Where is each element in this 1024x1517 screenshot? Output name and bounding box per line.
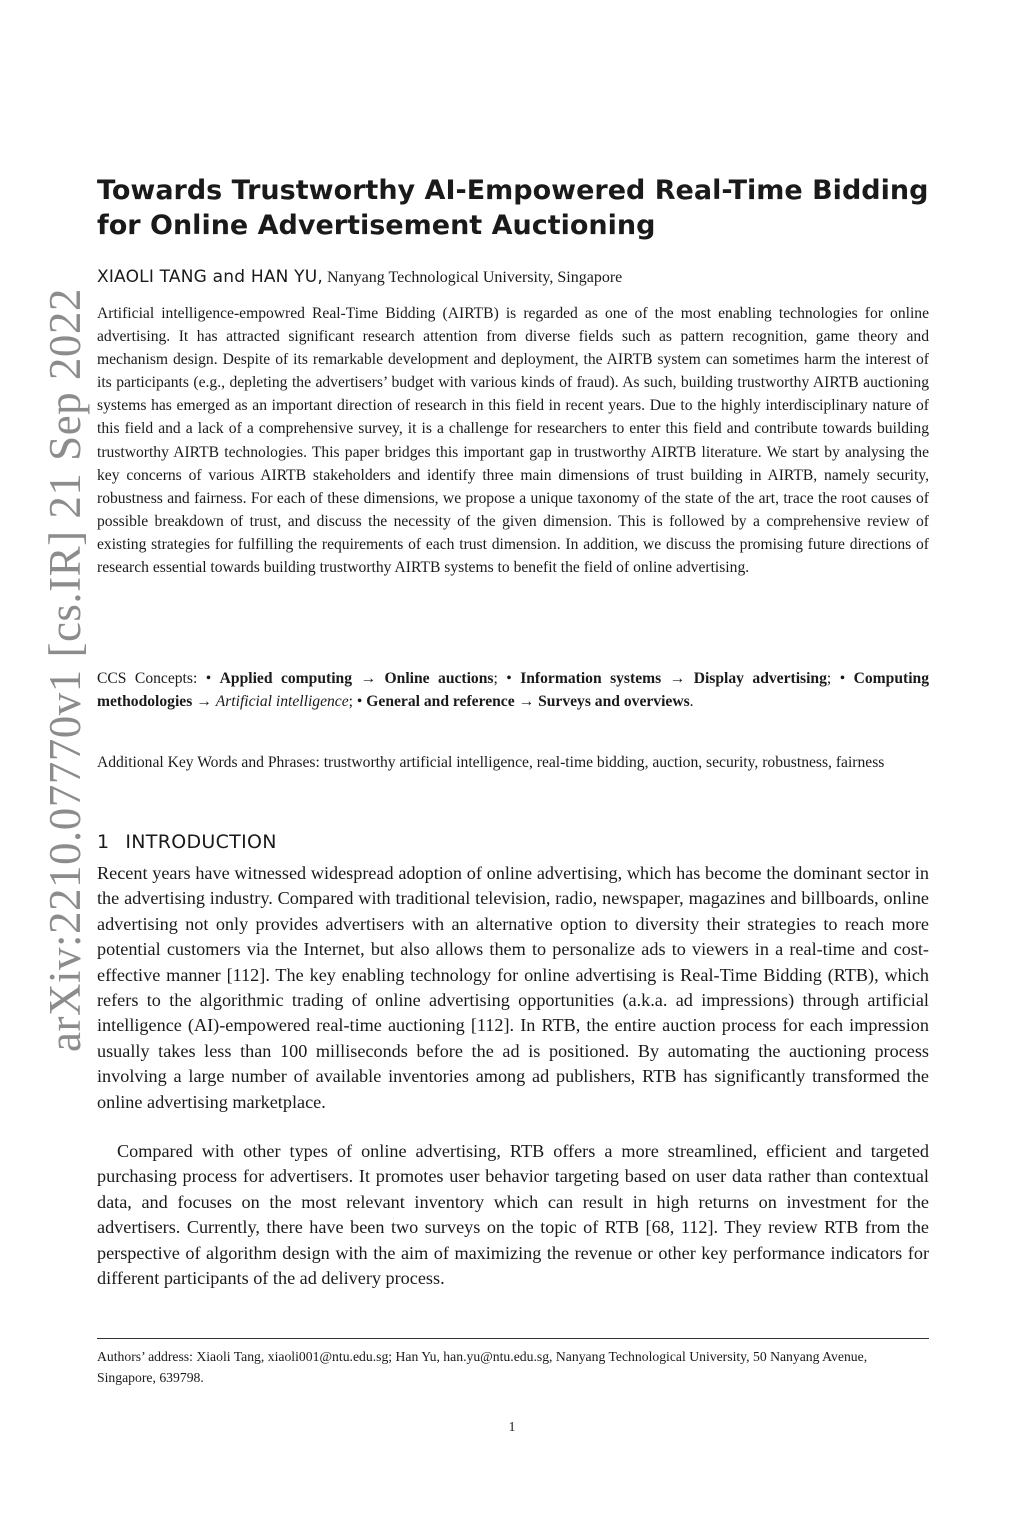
body-paragraph: Recent years have witnessed widespread adoption of online advertising, which has become the dominant sector in the advertising industry. Compared with traditional television, radio, newspaper, magazines and billboards, online advertising not only provides advertisers with an alternative option to diversity their strategies to reach more potential customers via the Internet, but also allows them to personalize ads to viewers in a real-time and cost-effective manner [112]. The key enabling technology for online advertising is Real-Time Bidding (RTB), which refers to the algorithmic trading of online advertising opportunities (a.k.a. ad impressions) through artificial intelligence (AI)-empowered real-time auctioning [112]. In RTB, the entire auction process for each impression usually takes less than 100 milliseconds before the ad is positioned. By automating the auctioning process involving a large number of available inventories among ad publishers, RTB has significantly transformed the online advertising marketplace. (97, 863, 929, 1112)
ccs-concept: Online auctions (384, 670, 494, 687)
section-heading (97, 828, 277, 856)
author-line (97, 265, 937, 290)
ccs-concept: Surveys and overviews (538, 693, 690, 711)
author-affiliation: Nanyang Technological University, Singapore (327, 269, 623, 286)
ccs-arrow: → (196, 693, 212, 711)
ccs-separator: . (689, 693, 694, 711)
body-paragraph: Compared with other types of online advertising, RTB offers a more streamlined, efficient and targeted purchasing process for advertisers. It promotes user behavior targeting based on user data rather than contextual data, and focuses on the most relevant inventory which can result in high returns on investment for the advertisers. Currently, there have been two surveys on the topic of RTB [68, 112]. They review RTB from the perspective of algorithm design with the aim of maximizing the revenue or other key performance indicators for different participants of the ad delivery process. (97, 1141, 929, 1289)
ccs-separator: ; (826, 670, 832, 687)
ccs-arrow: → (518, 693, 535, 711)
ccs-arrow: → (360, 670, 377, 687)
ccs-label: CCS Concepts: (97, 670, 198, 687)
ccs-category: Applied computing (219, 670, 353, 687)
ccs-separator: ; (348, 693, 353, 711)
footnote-author-address: Authors’ address: Xiaoli Tang, xiaoli001@ntu.edu.sg; Han Yu, han.yu@ntu.edu.sg, Nanyang Technological University, 50 Nanyang Avenue, Singapore, 639798. (97, 1349, 868, 1385)
abstract: Artificial intelligence-empowred Real-Time Bidding (AIRTB) is regarded as one of the most enabling technologies for online advertising. It has attracted significant research attention from diverse fields such as pattern recognition, game theory and mechanism design. Despite of its remarkable development and deployment, the AIRTB system can sometimes harm the interest of its participants (e.g., depleting the advertisers’ budget with various kinds of fraud). As such, building trustworthy AIRTB auctioning systems has emerged as an important direction of research in this field in recent years. Due to the highly interdisciplinary nature of this field and a lack of a comprehensive survey, it is a challenge for researchers to enter this field and contribute towards building trustworthy AIRTB technologies. This paper bridges this important gap in trustworthy AIRTB literature. We start by analysing the key concerns of various AIRTB stakeholders and identify three main dimensions of trust building in AIRTB, namely security, robustness and fairness. For each of these dimensions, we propose a unique taxonomy of the state of the art, trace the root causes of possible breakdown of trust, and discuss the necessity of the given dimension. This is followed by a comprehensive review of existing strategies for fulfilling the requirements of each trust dimension. In addition, we discuss the promising future directions of research essential towards building trustworthy AIRTB systems to benefit the field of online advertising. (97, 305, 929, 577)
ccs-concept: Artificial intelligence (215, 693, 349, 711)
ccs-category: General and reference (366, 693, 515, 711)
page-number: 1 (508, 1419, 516, 1434)
ccs-arrow: → (669, 670, 686, 687)
footnote-rule (97, 1338, 929, 1339)
keywords: Additional Key Words and Phrases: trustworthy artificial intelligence, real-time bidding, auction, security, robustness, fairness (97, 754, 885, 771)
ccs-category: Information systems (520, 670, 662, 687)
ccs-concepts: CCS Concepts: • Applied computing → Online auctions; • Information systems → Display advertising; • Computing methodologies → Artificial intelligence; • General and reference → Surveys and overviews. (97, 670, 929, 711)
ccs-category: Computing methodologies (97, 670, 929, 711)
ccs-concept: Display advertising (693, 670, 827, 687)
paper-title: Towards Trustworthy AI-Empowered Real-Time Bidding for Online Advertisement Auctioning (97, 175, 929, 241)
arxiv-identifier-stamp: arXiv:2210.07770v1 [cs.IR] 21 Sep 2022 (40, 288, 90, 1052)
author-names: XIAOLI TANG and HAN YU, (97, 267, 323, 287)
ccs-separator: ; (493, 670, 498, 687)
section-number: 1 (97, 831, 110, 853)
section-title: INTRODUCTION (125, 831, 277, 853)
